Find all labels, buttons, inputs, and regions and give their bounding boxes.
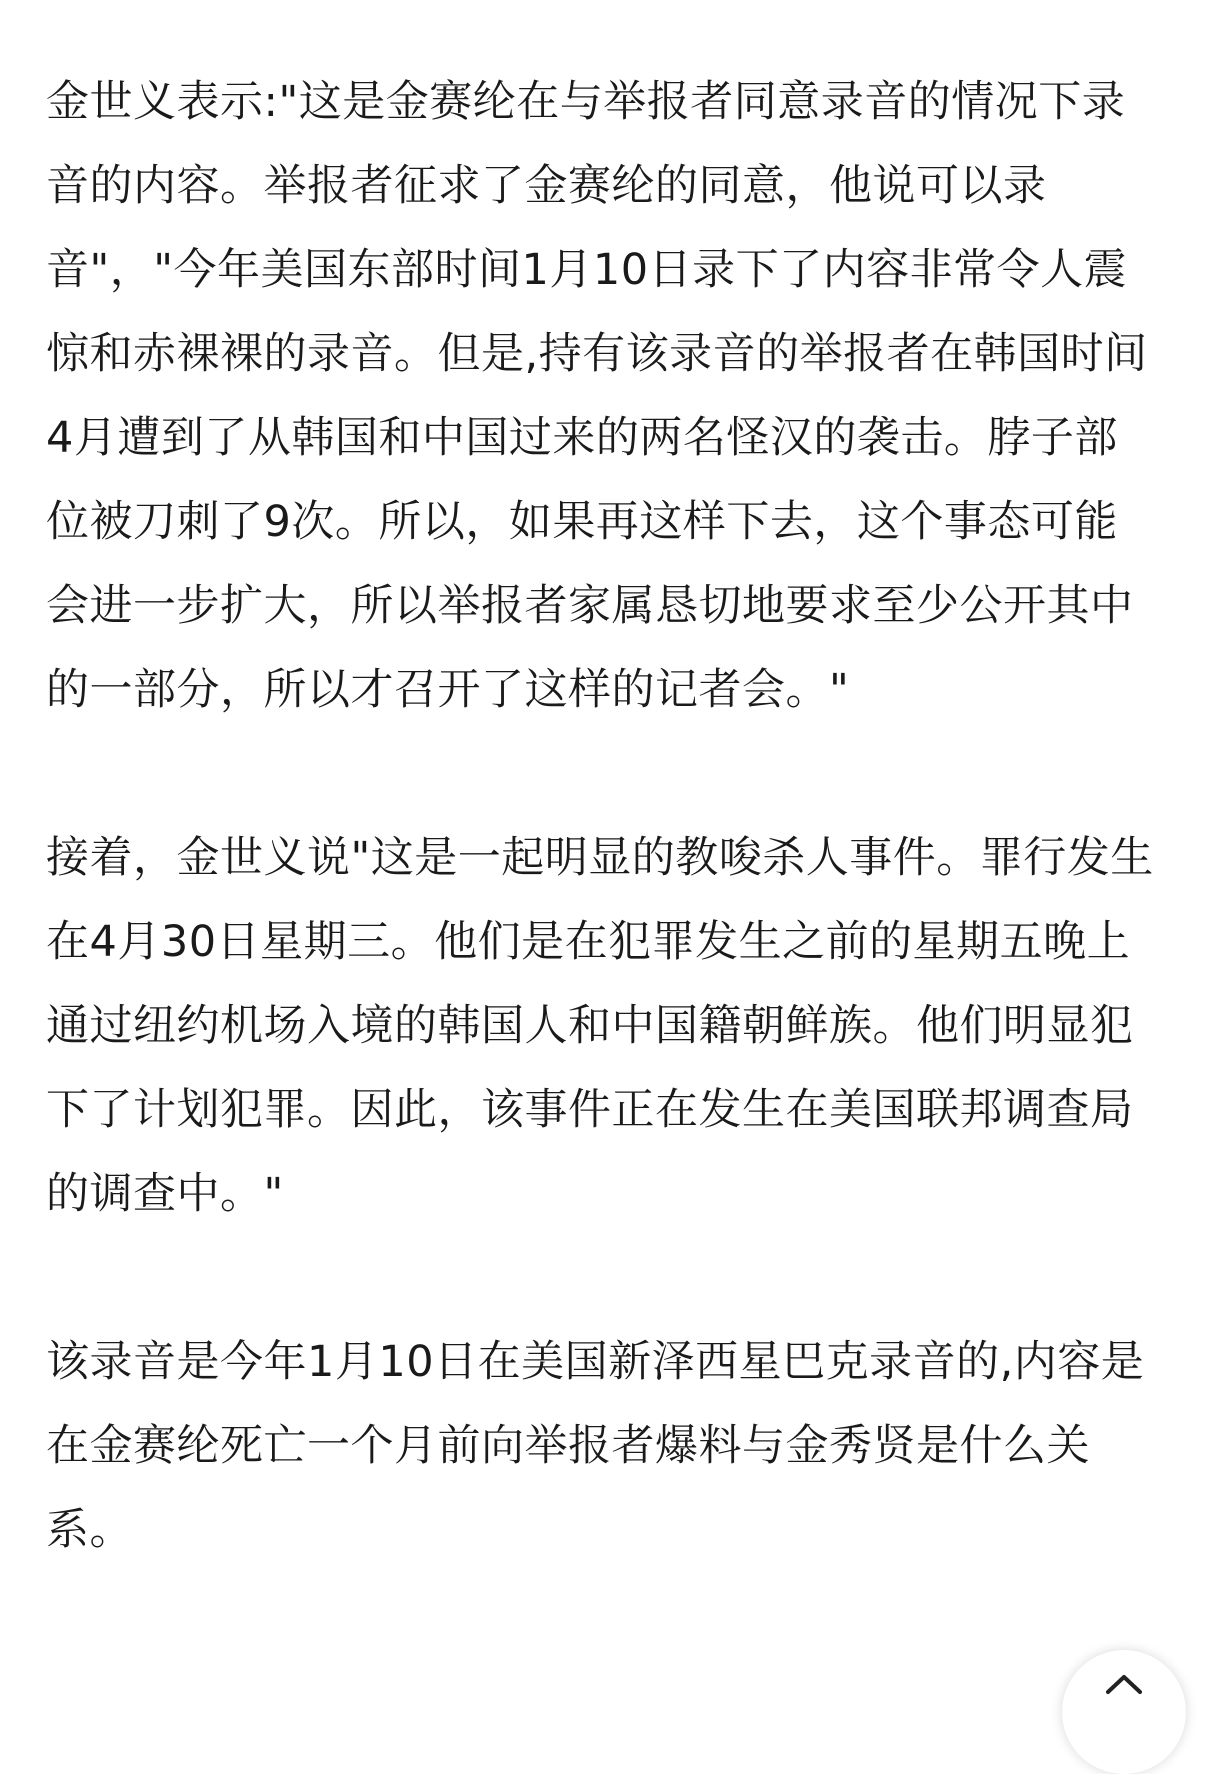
article-paragraph-1: 金世义表示:"这是金赛纶在与举报者同意录音的情况下录音的内容。举报者征求了金赛纶的同意，他说可以录音"，"今年美国东部时间1月10日录下了内容非常令人震惊和赤裸裸的录音。但是,持有该录音的举报者在韩国时间4月遭到了从韩国和中国过来的两名怪汉的袭击。脖子部位被刀刺了9次。所以，如果再这样下去，这个事态可能会进一步扩大，所以举报者家属恳切地要求至少公开其中的一部分，所以才召开了这样的记者会。" xyxy=(46,77,1148,715)
article-paragraph-2: 接着，金世义说"这是一起明显的教唆杀人事件。罪行发生在4月30日星期三。他们是在犯罪发生之前的星期五晚上通过纽约机场入境的韩国人和中国籍朝鲜族。他们明显犯下了计划犯罪。因此，该事件正在发生在美国联邦调查局的调查中。" xyxy=(46,833,1154,1219)
chevron-up-icon xyxy=(1104,1672,1144,1696)
article-body xyxy=(46,60,1156,1572)
scroll-to-top-button[interactable] xyxy=(1062,1650,1186,1774)
article-paragraph-3: 该录音是今年1月10日在美国新泽西星巴克录音的,内容是在金赛纶死亡一个月前向举报者爆料与金秀贤是什么关系。 xyxy=(46,1337,1145,1555)
